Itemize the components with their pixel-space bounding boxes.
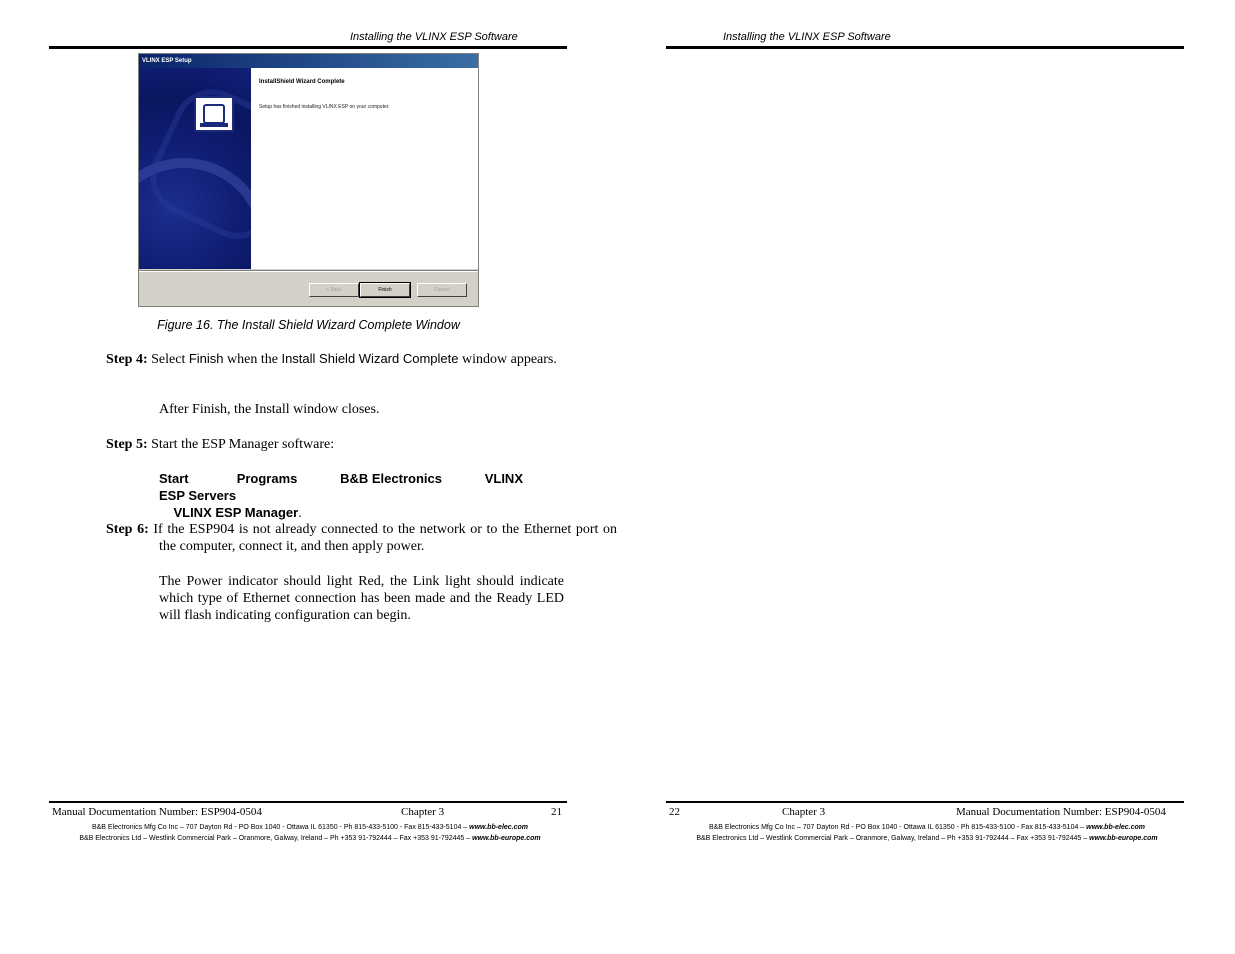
installer-screenshot (138, 53, 479, 307)
computer-icon (194, 96, 234, 132)
ui-term: Finish (188, 351, 224, 366)
wizard-content (251, 68, 478, 269)
step-5: Step 5: Start the ESP Manager software: (106, 437, 335, 452)
wizard-side-banner (139, 68, 251, 269)
wizard-heading: InstallShield Wizard Complete (259, 79, 345, 85)
left-page (0, 0, 617, 954)
back-button: < Back (309, 283, 359, 297)
divider (139, 270, 478, 272)
figure-caption: Figure 16. The Install Shield Wizard Complete Window (157, 318, 460, 332)
chapter-label: Chapter 3 (401, 806, 445, 818)
header-rule (666, 46, 1184, 49)
wizard-message: Setup has finished installing VLINX ESP on your computer. (259, 104, 390, 110)
footer-rule (666, 801, 1184, 803)
running-head: Installing the VLINX ESP Software (723, 31, 891, 43)
step-label: Step 5: (106, 437, 148, 452)
step-6-followup: The Power indicator should light Red, the Link light should indicate which type of Ethernet connection has been made and the Ready LED will flash indicating configuration can begin. (159, 574, 564, 623)
page-number: 21 (551, 806, 562, 818)
doc-number: Manual Documentation Number: ESP904-0504 (52, 806, 262, 818)
right-page (617, 0, 1235, 954)
step-4: Step 4: Select Finish when the Install Shield Wizard Complete window appears. (106, 351, 557, 367)
ui-term: Install Shield Wizard Complete (281, 351, 459, 366)
step-6: Step 6: If the ESP904 is not already connected to the network or to the Ethernet port on the computer, connect it, and then apply power. (106, 522, 618, 554)
footer-rule (49, 801, 567, 803)
running-head: Installing the VLINX ESP Software (350, 31, 518, 43)
page-number: 22 (669, 806, 680, 818)
step-label: Step 4: (106, 352, 148, 367)
eu-contact: B&B Electronics Ltd – Westlink Commercial Park – Oranmore, Galway, Ireland – Ph +353 91-792444 – Fax +353 91-792445 – www.bb-europe.com (79, 835, 541, 842)
header-rule (49, 46, 567, 49)
step-label: Step 6: (106, 522, 149, 537)
doc-number: Manual Documentation Number: ESP904-0504 (956, 806, 1166, 818)
menu-path: Start Programs B&B Electronics VLINX ESP Servers VLINX ESP Manager. (159, 471, 523, 520)
eu-contact: B&B Electronics Ltd – Westlink Commercial Park – Oranmore, Galway, Ireland – Ph +353 91-792444 – Fax +353 91-792445 – www.bb-europe.com (696, 835, 1158, 842)
chapter-label: Chapter 3 (782, 806, 826, 818)
step-4-followup: After Finish, the Install window closes. (159, 402, 380, 417)
cancel-button: Cancel (417, 283, 467, 297)
finish-button: Finish (360, 283, 410, 297)
us-contact: B&B Electronics Mfg Co Inc – 707 Dayton Rd - PO Box 1040 - Ottawa IL 61350 - Ph 815-433-5100 - Fax 815-433-5104 – www.bb-elec.com (91, 824, 529, 831)
us-contact: B&B Electronics Mfg Co Inc – 707 Dayton Rd - PO Box 1040 - Ottawa IL 61350 - Ph 815-433-5100 - Fax 815-433-5104 – www.bb-elec.com (708, 824, 1146, 831)
window-title: VLINX ESP Setup (139, 54, 478, 68)
